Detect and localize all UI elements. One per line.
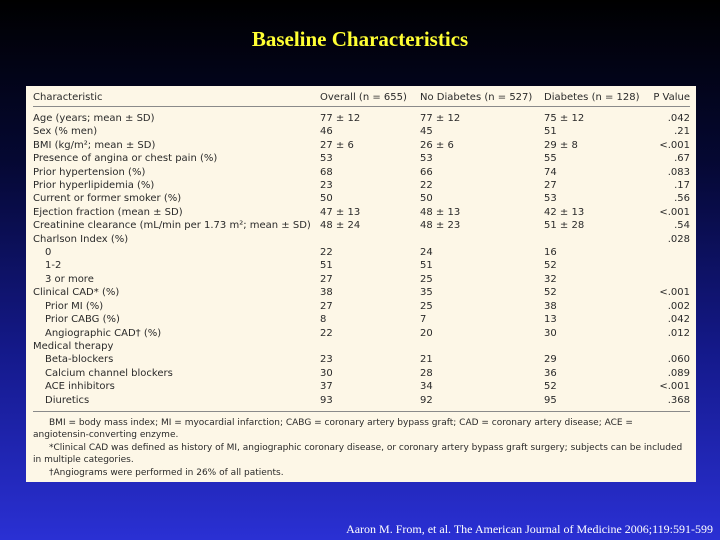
table-row <box>33 233 690 246</box>
cell-characteristic: Diuretics <box>45 394 90 406</box>
cell-no-diabetes: 34 <box>420 381 433 393</box>
cell-overall: 77 ± 12 <box>320 113 361 124</box>
cell-p-value: <.001 <box>659 381 690 393</box>
cell-no-diabetes: 51 <box>420 260 433 272</box>
table-row <box>33 166 690 179</box>
cell-p-value: .21 <box>674 126 690 138</box>
cell-characteristic: Clinical CAD* (%) <box>33 287 120 299</box>
footnote-clinical-cad: *Clinical CAD was defined as history of MI, angiographic coronary disease, or coronary artery bypass graft surgery; subjects can be included in multiple categories. <box>33 442 683 466</box>
cell-diabetes: 13 <box>544 314 557 326</box>
cell-no-diabetes: 92 <box>420 394 433 406</box>
table-row <box>33 327 690 340</box>
cell-no-diabetes: 45 <box>420 126 433 138</box>
table-row <box>33 286 690 299</box>
cell-diabetes: 32 <box>544 273 557 285</box>
cell-diabetes: 55 <box>544 153 557 165</box>
cell-p-value <box>652 273 690 286</box>
cell-diabetes: 75 ± 12 <box>544 113 585 124</box>
cell-no-diabetes: 25 <box>420 300 433 312</box>
cell-overall: 48 ± 24 <box>320 220 361 232</box>
table-header-row <box>33 90 690 107</box>
cell-no-diabetes <box>420 233 544 246</box>
cell-p-value: .54 <box>674 220 690 232</box>
baseline-table <box>33 90 690 407</box>
cell-p-value: .002 <box>667 300 690 312</box>
cell-characteristic: Current or former smoker (%) <box>33 193 182 205</box>
cell-diabetes: 36 <box>544 367 557 379</box>
cell-overall: 30 <box>320 367 333 379</box>
cell-no-diabetes: 48 ± 13 <box>420 206 461 218</box>
header-diabetes: Diabetes (n = 128) <box>544 92 640 104</box>
cell-p-value: .56 <box>674 193 690 205</box>
cell-overall: 22 <box>320 327 333 339</box>
table-body <box>33 107 690 407</box>
footnotes <box>33 411 690 480</box>
cell-no-diabetes: 24 <box>420 247 433 259</box>
table-row <box>33 367 690 380</box>
footnote-angiograms: †Angiograms were performed in 26% of all patients. <box>49 467 284 478</box>
cell-p-value: <.001 <box>659 139 690 151</box>
cell-p-value: .060 <box>667 354 690 366</box>
cell-characteristic: 1-2 <box>45 260 62 272</box>
cell-p-value: .368 <box>667 394 690 406</box>
cell-p-value: .083 <box>667 166 690 178</box>
cell-characteristic: Medical therapy <box>33 340 114 352</box>
table-row <box>33 313 690 326</box>
cell-p-value: .17 <box>674 180 690 192</box>
table-row <box>33 139 690 152</box>
cell-overall: 53 <box>320 153 333 165</box>
header-p-value: P Value <box>653 92 690 104</box>
cell-overall: 23 <box>320 180 333 192</box>
cell-no-diabetes: 22 <box>420 180 433 192</box>
cell-overall: 22 <box>320 247 333 259</box>
header-characteristic: Characteristic <box>33 92 103 104</box>
table-row <box>33 246 690 259</box>
cell-overall: 27 ± 6 <box>320 139 354 151</box>
cell-characteristic: ACE inhibitors <box>45 381 115 393</box>
cell-overall: 51 <box>320 260 333 272</box>
table-row <box>33 380 690 393</box>
table-row <box>33 259 690 272</box>
cell-overall: 93 <box>320 394 333 406</box>
cell-overall <box>320 340 420 353</box>
cell-no-diabetes: 66 <box>420 166 433 178</box>
cell-diabetes: 95 <box>544 394 557 406</box>
cell-p-value: .042 <box>667 314 690 326</box>
cell-diabetes: 27 <box>544 180 557 192</box>
cell-characteristic: Age (years; mean ± SD) <box>33 113 155 124</box>
table-row <box>33 125 690 138</box>
cell-p-value: .67 <box>674 153 690 165</box>
cell-characteristic: BMI (kg/m²; mean ± SD) <box>33 139 156 151</box>
cell-diabetes: 29 ± 8 <box>544 139 578 151</box>
cell-p-value: .042 <box>667 113 690 124</box>
cell-no-diabetes: 53 <box>420 153 433 165</box>
table-row <box>33 179 690 192</box>
cell-p-value <box>652 246 690 259</box>
cell-no-diabetes: 50 <box>420 193 433 205</box>
cell-characteristic: Prior hyperlipidemia (%) <box>33 180 155 192</box>
cell-p-value <box>652 259 690 272</box>
slide-title: Baseline Characteristics <box>251 27 469 51</box>
cell-characteristic: Creatinine clearance (mL/min per 1.73 m²; mean ± SD) <box>33 220 311 232</box>
cell-characteristic: Prior MI (%) <box>45 300 104 312</box>
cell-diabetes: 30 <box>544 327 557 339</box>
cell-no-diabetes <box>420 340 544 353</box>
header-no-diabetes: No Diabetes (n = 527) <box>420 92 533 104</box>
cell-characteristic: Beta-blockers <box>45 354 114 366</box>
cell-no-diabetes: 26 ± 6 <box>420 139 454 151</box>
cell-diabetes: 52 <box>544 260 557 272</box>
cell-no-diabetes: 48 ± 23 <box>420 220 461 232</box>
cell-p-value: .028 <box>667 233 690 245</box>
cell-overall: 38 <box>320 287 333 299</box>
cell-overall: 37 <box>320 381 333 393</box>
cell-overall: 8 <box>320 314 327 326</box>
cell-diabetes: 52 <box>544 381 557 393</box>
cell-characteristic: Presence of angina or chest pain (%) <box>33 153 218 165</box>
header-overall: Overall (n = 655) <box>320 92 407 104</box>
cell-overall: 47 ± 13 <box>320 206 361 218</box>
citation: Aaron M. From, et al. The American Journal of Medicine 2006;119:591-599 <box>346 522 713 536</box>
cell-characteristic: Calcium channel blockers <box>45 367 173 379</box>
table-row <box>33 192 690 205</box>
cell-overall: 46 <box>320 126 333 138</box>
table-row <box>33 112 690 125</box>
cell-characteristic: 3 or more <box>45 273 94 285</box>
cell-characteristic: Sex (% men) <box>33 126 98 138</box>
cell-overall: 27 <box>320 300 333 312</box>
cell-diabetes <box>544 233 652 246</box>
cell-diabetes: 51 <box>544 126 557 138</box>
cell-p-value: .089 <box>667 367 690 379</box>
table-row <box>33 219 690 232</box>
cell-p-value: <.001 <box>659 287 690 299</box>
table-row <box>33 273 690 286</box>
cell-overall <box>320 233 420 246</box>
cell-diabetes: 52 <box>544 287 557 299</box>
cell-overall: 50 <box>320 193 333 205</box>
cell-no-diabetes: 25 <box>420 273 433 285</box>
cell-p-value <box>652 340 690 353</box>
cell-characteristic: Angiographic CAD† (%) <box>45 327 162 339</box>
cell-overall: 27 <box>320 273 333 285</box>
cell-p-value: <.001 <box>659 206 690 218</box>
cell-no-diabetes: 20 <box>420 327 433 339</box>
cell-characteristic: Prior CABG (%) <box>45 314 120 326</box>
table-row <box>33 394 690 407</box>
cell-p-value: .012 <box>667 327 690 339</box>
cell-no-diabetes: 28 <box>420 367 433 379</box>
table-panel <box>26 86 696 482</box>
cell-diabetes: 53 <box>544 193 557 205</box>
cell-overall: 68 <box>320 166 333 178</box>
cell-diabetes: 42 ± 13 <box>544 206 585 218</box>
footnote-abbreviations: BMI = body mass index; MI = myocardial infarction; CABG = coronary artery bypass graft; CAD = coronary artery disease; ACE = angiotensin-converting enzyme. <box>33 417 633 441</box>
cell-diabetes: 51 ± 28 <box>544 220 585 232</box>
cell-diabetes: 29 <box>544 354 557 366</box>
cell-characteristic: 0 <box>45 247 52 259</box>
cell-diabetes <box>544 340 652 353</box>
table-row <box>33 206 690 219</box>
cell-no-diabetes: 77 ± 12 <box>420 113 461 124</box>
cell-overall: 23 <box>320 354 333 366</box>
table-row <box>33 340 690 353</box>
cell-no-diabetes: 35 <box>420 287 433 299</box>
cell-characteristic: Prior hypertension (%) <box>33 166 146 178</box>
cell-no-diabetes: 21 <box>420 354 433 366</box>
cell-characteristic: Charlson Index (%) <box>33 233 129 245</box>
cell-diabetes: 38 <box>544 300 557 312</box>
cell-diabetes: 16 <box>544 247 557 259</box>
cell-diabetes: 74 <box>544 166 557 178</box>
table-row <box>33 353 690 366</box>
table-row <box>33 152 690 165</box>
cell-no-diabetes: 7 <box>420 314 427 326</box>
table-row <box>33 300 690 313</box>
cell-characteristic: Ejection fraction (mean ± SD) <box>33 206 183 218</box>
